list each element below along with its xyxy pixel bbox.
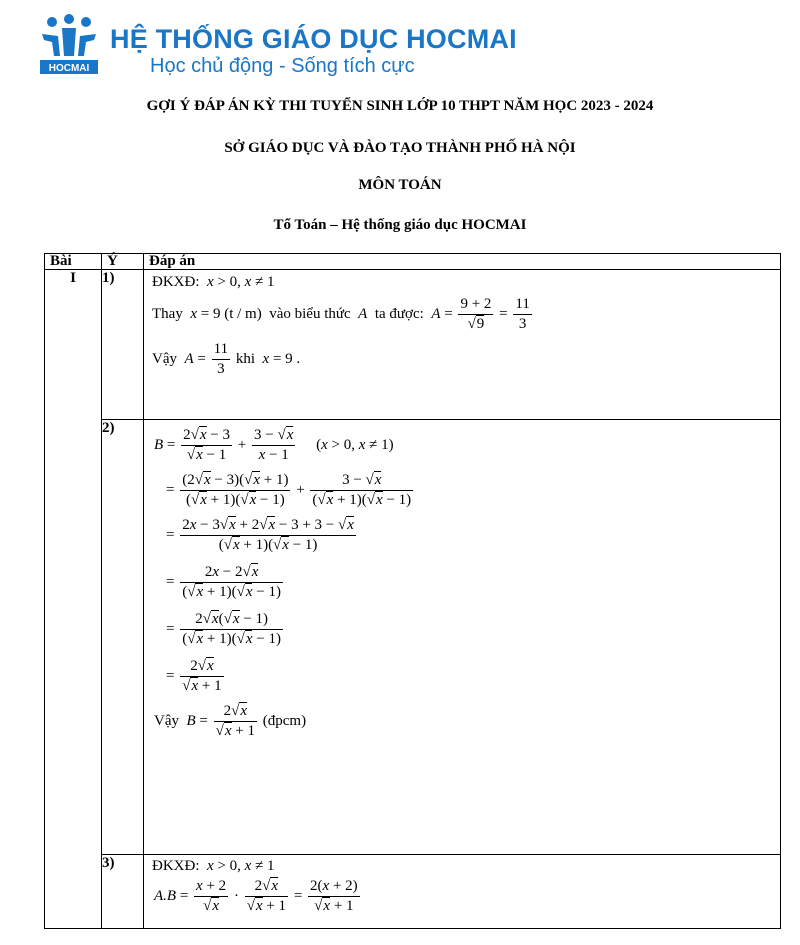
part-2-answer: B = $\frac{2√x - 3}{√x - 1}$ + $\frac{3 - √x}{x - 1}$ (x > 0, x ≠ 1) = $\frac{(2√x - 3)(√x + 1)}{(√x + 1)(√x - 1)}$ + $\frac{3 - √x}{(√x + 1)(√x - 1)}$ = $\frac{2x - 3√x + 2√x - 3 + 3 - √x}{(√x + 1)(√x - 1)}$ = $\frac{2x - 2√x}{(√x + 1)(√x - 1)}$ = $\frac{2√x(√x - 1)}{(√x + 1)(√x - 1)}$ = $\frac{2√x}{√x + 1}$ Vậy B = $\frac{2√x}{√x + 1}$ (đpcm) [144, 420, 781, 855]
bai-number: I [45, 270, 102, 929]
hocmai-logo [38, 14, 100, 76]
header-bai: Bài [45, 254, 102, 270]
svg-text:HOCMAI: HOCMAI [48, 63, 90, 74]
part-3-label: 3) [102, 855, 144, 929]
brand-name: HỆ THỐNG GIÁO DỤC HOCMAI [110, 24, 517, 54]
slogan: Học chủ động - Sống tích cực [150, 55, 415, 77]
part-1-label: 1) [102, 270, 144, 420]
title-exam: GỢI Ý ĐÁP ÁN KỲ THI TUYỂN SINH LỚP 10 THPT NĂM HỌC 2023 - 2024 [146, 98, 654, 114]
answer-table [44, 253, 781, 929]
title-department: SỞ GIÁO DỤC VÀ ĐÀO TẠO THÀNH PHỐ HÀ NỘI [224, 140, 576, 156]
part-2-label: 2) [102, 420, 144, 855]
part-3-answer: ĐKXĐ: x > 0, x ≠ 1 A.B = $\frac{x + 2}{√x}$ · $\frac{2√x}{√x + 1}$ = $\frac{2(x + 2)}{√x + 1}$ [144, 855, 781, 929]
header-y: Ý [102, 254, 144, 270]
header-dap-an: Đáp án [144, 254, 781, 270]
title-team: Tổ Toán – Hệ thống giáo dục HOCMAI [273, 217, 527, 233]
part-1-answer: ĐKXĐ: x > 0, x ≠ 1 Thay x = 9 (t / m) vào biểu thức A ta được: A = $\frac{9 + 2}{√9}$ = $\frac{11}{3}$ Vậy A = $\frac{11}{3}$ khi x = 9 . [144, 270, 781, 420]
title-subject: MÔN TOÁN [358, 177, 442, 193]
